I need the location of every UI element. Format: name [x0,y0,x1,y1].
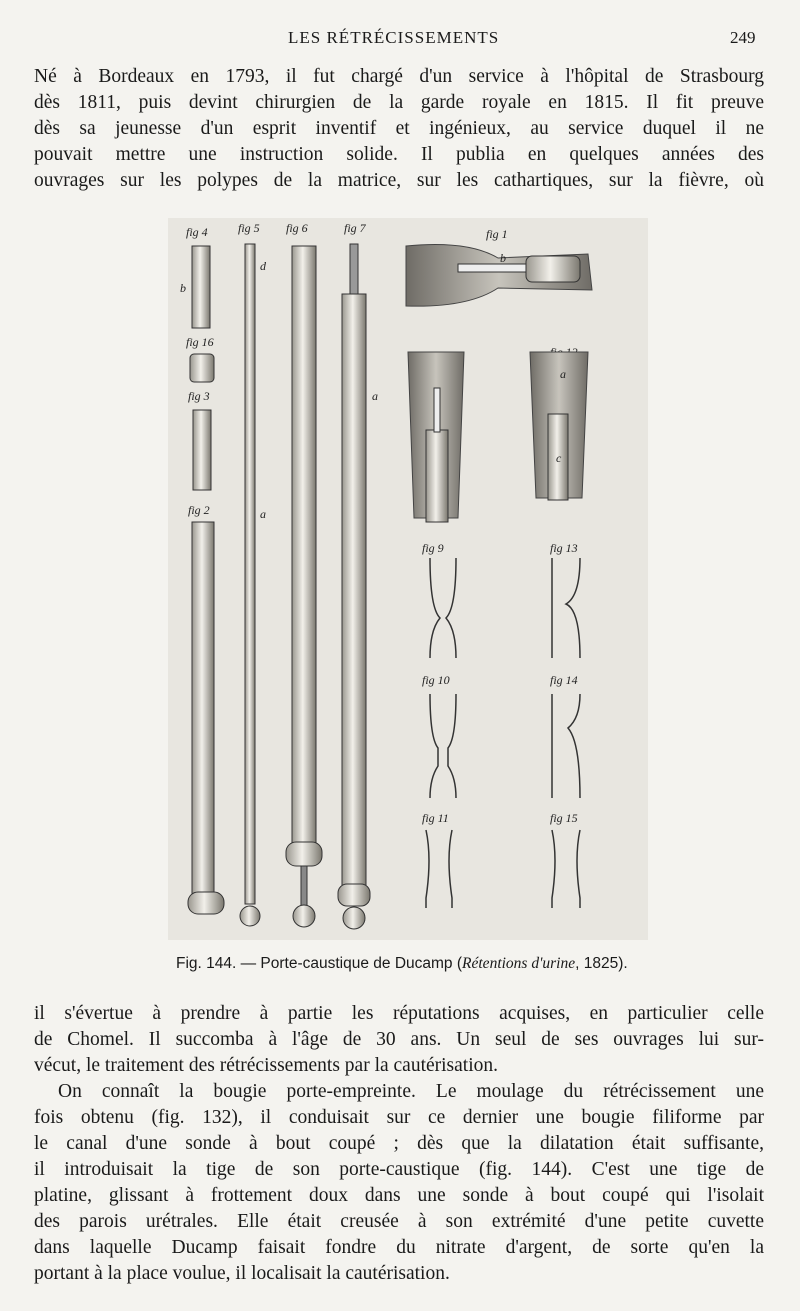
fig-label: fig 15 [550,811,578,825]
text-line: ouvrages sur les polypes de la matrice, sur les cathartiques, sur la fièvre, où [34,170,764,191]
fig-label: fig 5 [238,221,260,235]
fig6-ring [286,842,322,866]
fig-label: fig 14 [550,673,578,687]
fig16-cap [190,354,214,382]
fig-label: fig 7 [344,221,366,235]
text-line: de Chomel. Il succomba à l'âge de 30 ans. Un seul de ses ouvrages lui sur- [34,1029,764,1050]
fig7-ring [338,884,370,906]
fig7-knob [343,907,365,929]
fig15-stricture [552,830,580,908]
letter-label: a [372,389,378,403]
fig6-sound [292,246,316,852]
fig4-instrument [192,246,210,328]
running-title: LES RÉTRÉCISSEMENTS [288,28,500,47]
fig-label: fig 3 [188,389,210,403]
caption-prefix: Fig. 144. — Porte-caustique de Ducamp ( [176,955,463,972]
fig7-sound [342,294,366,886]
fig14-stricture [552,694,580,798]
fig-label: fig 2 [188,503,210,517]
fig6-stem [301,866,307,908]
fig11-stricture [426,830,452,908]
fig-label: fig 10 [422,673,450,687]
text-line: vécut, le traitement des rétrécissements par la cautérisation. [34,1055,499,1076]
fig5-stem [245,244,255,904]
fig5-knob [240,906,260,926]
fig2-handle [188,892,224,914]
fig-label: fig 6 [286,221,308,235]
text-line: portant à la place voulue, il localisait la cautérisation. [34,1263,450,1284]
text-line: fois obtenu (fig. 132), il conduisait sur ce dernier une bougie filiforme par [34,1107,764,1128]
fig9-stricture [430,558,456,658]
letter-label: b [500,251,506,265]
figure-144-illustration [168,218,648,940]
paragraph-2 [34,1001,764,1079]
letter-label: d [260,259,266,273]
figure-caption [176,955,696,973]
fig-label: fig 13 [550,541,578,555]
fig2-sound [192,522,214,894]
fig-label: fig 9 [422,541,444,555]
text-line: On connaît la bougie porte-empreinte. Le moulage du rétrécissement une [58,1081,764,1102]
paragraph-1 [34,64,764,194]
text-line: platine, glissant à frottement doux dans une sonde à bout coupé qui l'isolait [34,1185,764,1206]
fig-label: fig 11 [422,811,449,825]
fig3-screw [193,410,211,490]
fig-label: fig 4 [186,225,208,239]
paragraph-3 [34,1079,764,1287]
letter-label: b [180,281,186,295]
fig1-sound [526,256,580,282]
fig13-stricture [552,558,580,658]
text-line: dès 1811, puis devint chirurgien de la garde royale en 1815. Il fit preuve [34,92,764,113]
text-line: Né à Bordeaux en 1793, il fut chargé d'un service à l'hôpital de Strasbourg [34,66,764,87]
letter-label: a [560,367,566,381]
text-line: le canal d'une sonde à bout coupé ; dès que la dilatation était suffisante, [34,1133,764,1154]
text-line: pouvait mettre une instruction solide. Il publia en quelques années des [34,144,764,165]
text-line: il introduisait la tige de son porte-caustique (fig. 144). C'est une tige de [34,1159,764,1180]
page-number: 249 [730,28,756,47]
engraving [168,218,648,940]
text-line: il s'évertue à prendre à partie les réputations acquises, en particulier celle [34,1003,764,1024]
text-line: des parois urétrales. Elle était creusée à son extrémité d'une petite cuvette [34,1211,764,1232]
running-head [0,28,800,50]
fig-label: fig 1 [486,227,508,241]
text-line: dès sa jeunesse d'un esprit inventif et ingénieux, au service duquel il ne [34,118,764,139]
fig6-knob [293,905,315,927]
letter-label: a [260,507,266,521]
fig8-stem [434,388,440,432]
fig7-tip [350,244,358,294]
caption-suffix: , 1825). [575,955,628,972]
text-line: dans laquelle Ducamp faisait fondre du nitrate d'argent, de sorte qu'en la [34,1237,764,1258]
fig8-sound [426,430,448,522]
caption-work-title: Rétentions d'urine [462,955,576,972]
letter-label: c [556,451,562,465]
fig10-stricture [430,694,456,798]
fig-label: fig 16 [186,335,214,349]
